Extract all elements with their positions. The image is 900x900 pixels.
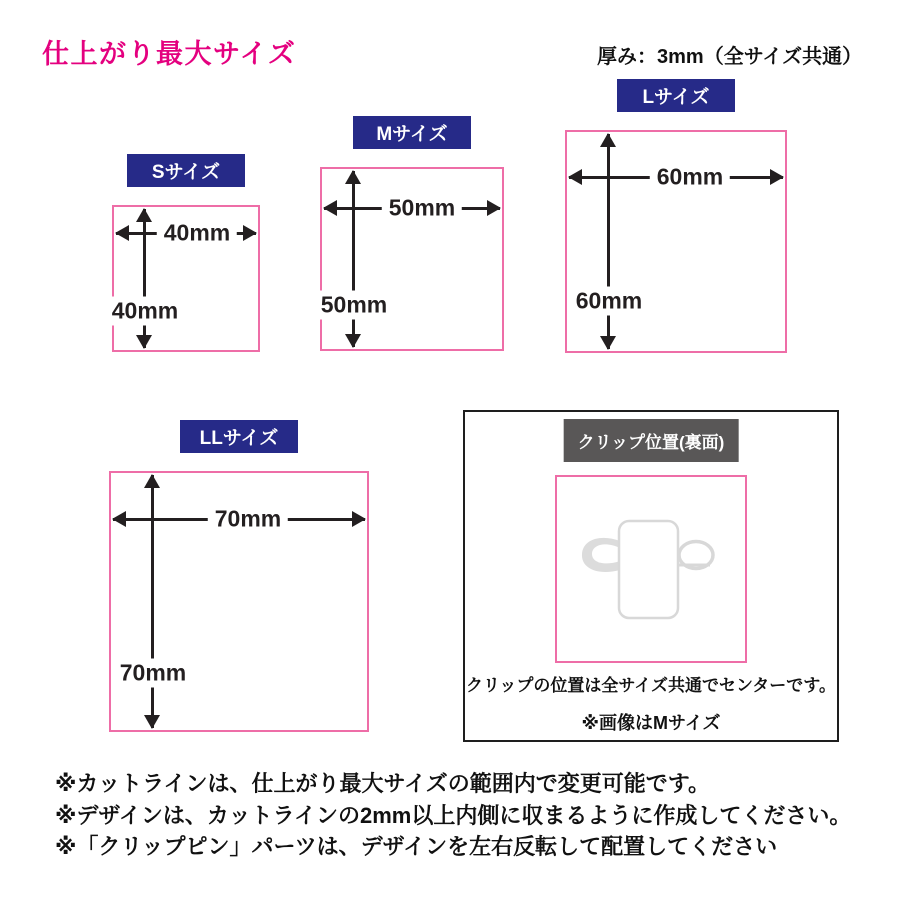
width-dimension: 60mm: [650, 163, 730, 192]
height-arrow: [143, 209, 146, 348]
height-dimension: 50mm: [314, 291, 394, 320]
clip-image-note: ※画像はMサイズ: [581, 713, 721, 733]
width-dimension: 40mm: [157, 219, 237, 248]
size-label-l: Lサイズ: [617, 79, 735, 112]
height-dimension: 70mm: [113, 659, 193, 688]
size-diagram-l: [565, 87, 787, 353]
note-line: ※カットラインは、仕上がり最大サイズの範囲内で変更可能です。: [55, 771, 710, 796]
clip-pin-illustration: [557, 477, 745, 661]
clip-caption: クリップの位置は全サイズ共通でセンターです。: [466, 676, 836, 695]
width-dimension: 70mm: [208, 505, 288, 534]
clip-area-square: [555, 475, 747, 663]
note-line: ※デザインは、カットラインの2mm以上内側に収まるように作成してください。: [55, 802, 852, 828]
clip-position-label: クリップ位置(裏面): [564, 419, 739, 462]
height-arrow: [352, 171, 355, 347]
size-label-s: Sサイズ: [127, 154, 245, 187]
height-arrow: [607, 134, 610, 349]
height-dimension: 40mm: [105, 297, 185, 326]
width-dimension: 50mm: [382, 194, 462, 223]
size-label-ll: LLサイズ: [180, 420, 298, 453]
clip-position-panel: [463, 410, 839, 742]
note-line: ※「クリップピン」パーツは、デザインを左右反転して配置してください: [55, 834, 778, 859]
size-diagram-m: [320, 124, 504, 351]
pin-clasp-slit: [598, 549, 620, 561]
size-label-m: Mサイズ: [353, 116, 471, 149]
height-arrow: [151, 475, 154, 728]
page-title: 仕上がり最大サイズ: [42, 39, 297, 69]
height-dimension: 60mm: [569, 287, 649, 316]
pin-clasp-shape: [582, 538, 620, 572]
size-diagram-ll: [109, 428, 369, 732]
badge-outline: [619, 521, 678, 618]
size-diagram-s: [111, 162, 260, 352]
notes-section: [55, 768, 851, 863]
thickness-note: 厚み：3mm（全サイズ共通）: [597, 46, 863, 68]
